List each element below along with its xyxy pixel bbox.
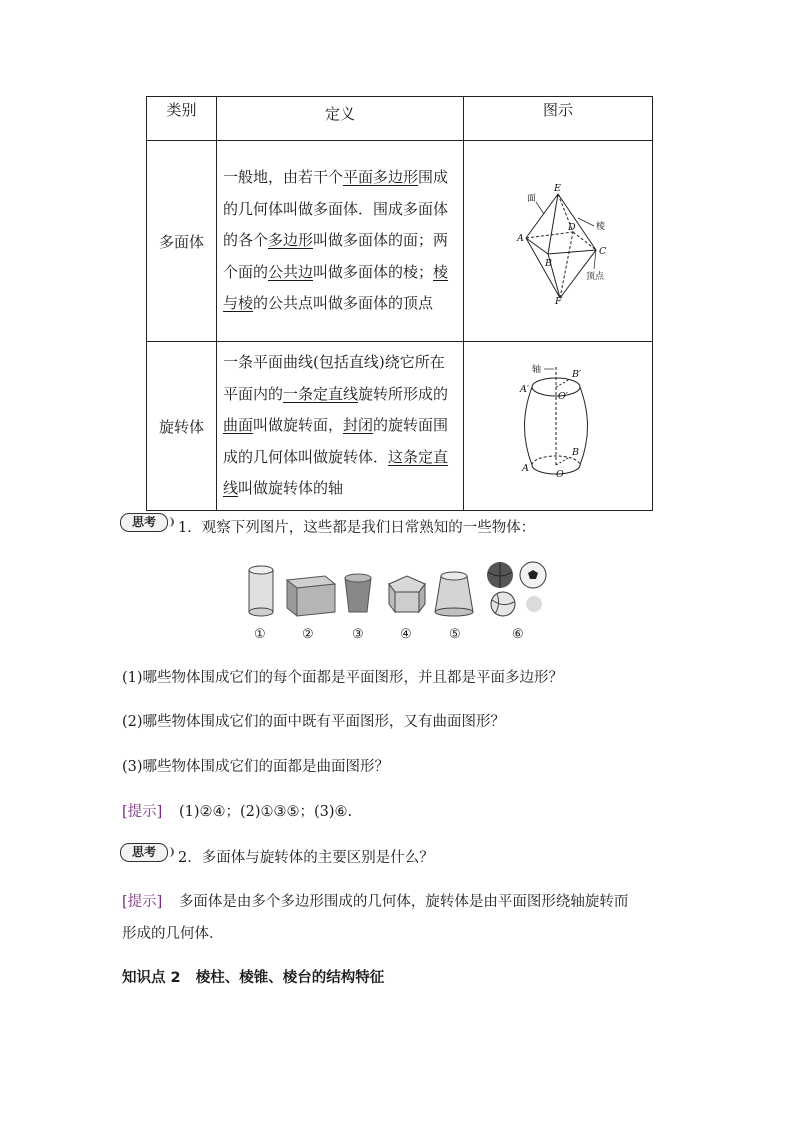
- answer-2-text: 多面体是由多个多边形围成的几何体，旋转体是由平面图形绕轴旋转而: [178, 894, 629, 910]
- octahedron-figure: [498, 174, 618, 304]
- svg-text:D: D: [568, 222, 576, 233]
- barrel-figure: [498, 359, 618, 489]
- definition-text: 一般地，由若干个: [223, 168, 344, 187]
- table-row: [147, 342, 653, 511]
- hint-label: [提示]: [122, 894, 163, 910]
- object-numbers: [254, 627, 524, 642]
- definition-term: 曲面: [223, 416, 254, 435]
- think-tag: 思考: [120, 843, 168, 862]
- object-number: ⑤: [449, 627, 461, 642]
- answer-1: [122, 800, 352, 821]
- definition-term: 一条定直线: [283, 384, 359, 403]
- definition-text: 叫做旋转面，: [253, 416, 344, 435]
- svg-text:C: C: [599, 246, 607, 257]
- question-1-sub-2: (2)哪些物体围成它们的面中既有平面图形，又有曲面图形？: [122, 714, 506, 730]
- cup-object: [345, 574, 371, 612]
- header-definition: 定义: [217, 97, 464, 141]
- question-1-sub-3: (3)哪些物体围成它们的面都是曲面图形？: [122, 759, 390, 775]
- svg-text:F: F: [555, 296, 562, 304]
- think-tag: 思考: [120, 513, 168, 532]
- definition-term: 平面多边形: [343, 168, 419, 187]
- svg-text:顶点: 顶点: [586, 272, 605, 282]
- definition-text: 叫做旋转体的轴: [238, 479, 344, 498]
- object-number: ④: [400, 627, 412, 642]
- svg-text:A: A: [517, 233, 524, 244]
- answer-2-line-1: [122, 890, 628, 911]
- svg-text:O′: O′: [558, 391, 568, 402]
- header-figure: 图示: [464, 97, 653, 141]
- svg-text:轴: 轴: [532, 365, 542, 375]
- section-heading: [122, 966, 384, 987]
- svg-text:棱: 棱: [596, 222, 606, 232]
- box-object: [287, 576, 335, 616]
- balls-object: [487, 562, 546, 616]
- question-1-intro: 1．观察下列图片，这些都是我们日常熟知的一些物体：: [178, 520, 536, 536]
- svg-text:E: E: [554, 183, 561, 194]
- object-number: ⑥: [512, 627, 524, 642]
- svg-text:B′: B′: [572, 369, 582, 380]
- definition-text: 叫做多面体的棱；: [313, 262, 434, 281]
- pentagonal-prism-object: [389, 576, 425, 612]
- object-number: ③: [352, 627, 364, 642]
- definition-text: 旋转所形成的: [358, 384, 449, 403]
- figure-polyhedron: [464, 141, 653, 342]
- definition-text: 叫做多面体的面；两个面的: [223, 231, 449, 281]
- object-number: ②: [302, 627, 314, 642]
- question-2: 2．多面体与旋转体的主要区别是什么？: [178, 850, 434, 866]
- category-solid-of-revolution: 旋转体: [147, 342, 217, 511]
- definition-text: 一条平面曲线(包括直线)绕它所在平面内的: [223, 353, 445, 403]
- svg-text:A′: A′: [520, 384, 530, 395]
- category-polyhedron: 多面体: [147, 141, 217, 342]
- section-label: 知识点 2: [122, 970, 181, 986]
- definition-polyhedron: [217, 141, 464, 342]
- svg-text:面: 面: [527, 194, 537, 204]
- svg-text:B: B: [545, 258, 552, 269]
- definition-term: 公共边: [268, 262, 314, 281]
- svg-text:A: A: [522, 463, 529, 474]
- hint-label: [提示]: [122, 804, 163, 820]
- definition-text: 的公共点叫做多面体的顶点: [253, 294, 434, 313]
- svg-text:O: O: [556, 469, 564, 480]
- definition-term: 封闭: [343, 416, 374, 435]
- definition-term: 多边形: [268, 231, 314, 250]
- definition-text: 的旋转面围成的几何体叫做旋转体．: [223, 416, 449, 466]
- definition-term: 这条定直线: [223, 447, 449, 498]
- object-number: ①: [254, 627, 266, 642]
- header-category: 类别: [147, 97, 217, 141]
- definition-table: [146, 96, 653, 511]
- definition-term: 棱与棱: [223, 262, 449, 313]
- table-row: [147, 141, 653, 342]
- question-1-sub-1: (1)哪些物体围成它们的每个面都是平面图形，并且都是平面多边形？: [122, 670, 564, 686]
- svg-text:B: B: [572, 447, 579, 458]
- frustum-object: [435, 572, 473, 616]
- cylinder-object: [249, 566, 273, 616]
- section-title: 棱柱、棱锥、棱台的结构特征: [195, 970, 385, 986]
- everyday-objects-illustration: [235, 558, 555, 646]
- answer-2-line-2: 形成的几何体．: [122, 926, 224, 942]
- answer-1-text: (1)②④；(2)①③⑤；(3)⑥.: [178, 804, 353, 820]
- table-header-row: [147, 97, 653, 141]
- definition-solid-of-revolution: [217, 342, 464, 511]
- figure-solid-of-revolution: [464, 342, 653, 511]
- definition-text: 围成的几何体叫做多面体．围成多面体的各个: [223, 168, 449, 250]
